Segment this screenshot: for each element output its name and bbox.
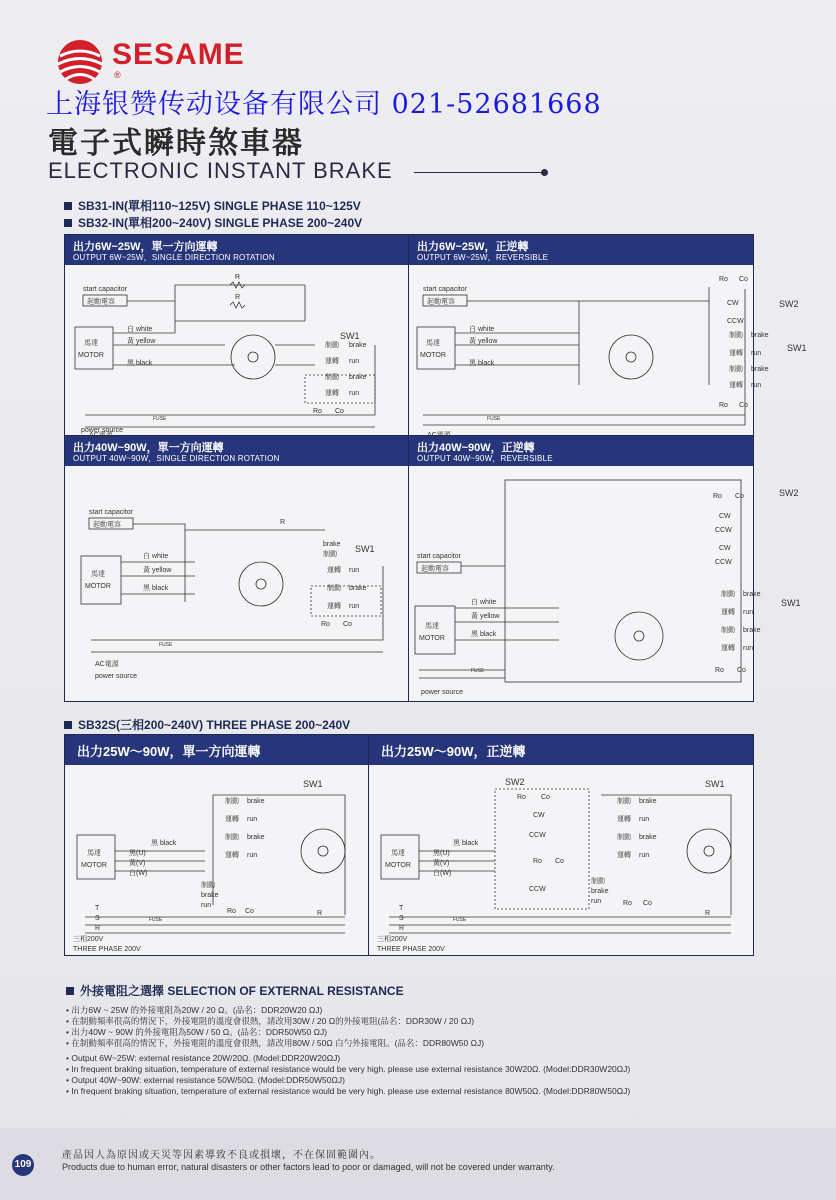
- svg-text:brake: brake: [349, 374, 367, 381]
- wiring-diagram-40w-reversible: [409, 466, 801, 701]
- svg-text:運轉: 運轉: [729, 382, 743, 389]
- svg-text:Co: Co: [739, 276, 748, 283]
- svg-text:Ro: Ro: [533, 858, 542, 865]
- svg-text:THREE PHASE 200V: THREE PHASE 200V: [377, 946, 445, 953]
- svg-text:CW: CW: [719, 545, 731, 552]
- svg-text:start capacitor: start capacitor: [417, 553, 461, 560]
- svg-text:起動電容: 起動電容: [93, 521, 121, 529]
- svg-text:馬達: 馬達: [426, 340, 440, 347]
- svg-text:馬達: 馬達: [91, 571, 105, 578]
- section-heading-sb32: SB32-IN(單相200~240V) SINGLE PHASE 200~240V: [64, 214, 362, 231]
- svg-text:run: run: [201, 902, 212, 909]
- svg-text:CCW: CCW: [715, 559, 732, 566]
- svg-text:MOTOR: MOTOR: [81, 862, 107, 869]
- svg-text:制動: 制動: [325, 374, 339, 381]
- svg-text:R: R: [280, 519, 286, 526]
- svg-text:run: run: [639, 816, 650, 823]
- svg-text:AC電源: AC電源: [427, 432, 451, 439]
- svg-text:Co: Co: [541, 794, 550, 801]
- note-line: • Output 40W~90W: external resistance 50W/50Ω. (Model:DDR50W50ΩJ): [66, 1075, 345, 1085]
- svg-text:Co: Co: [343, 621, 352, 628]
- svg-text:brake: brake: [743, 591, 761, 598]
- svg-text:run: run: [743, 609, 754, 616]
- svg-text:brake: brake: [323, 541, 341, 548]
- svg-text:CW: CW: [533, 812, 545, 819]
- svg-text:Co: Co: [643, 900, 652, 907]
- svg-text:run: run: [349, 567, 360, 574]
- svg-text:制動: 制動: [729, 332, 743, 339]
- note-line: • 出力40W ~ 90W 的外接電阻為50W / 50 Ω。(品名：DDR50W50 ΩJ): [66, 1027, 328, 1037]
- svg-text:制動: 制動: [617, 834, 631, 841]
- svg-text:FUSE: FUSE: [471, 668, 485, 674]
- svg-text:SW1: SW1: [787, 343, 807, 353]
- title-rule-dot: [541, 169, 548, 176]
- svg-text:制動: 制動: [201, 882, 215, 889]
- svg-text:馬達: 馬達: [84, 340, 98, 347]
- svg-text:run: run: [591, 898, 602, 905]
- svg-text:Co: Co: [737, 667, 746, 674]
- svg-text:黑 black: 黑 black: [471, 631, 497, 638]
- svg-text:start capacitor: start capacitor: [89, 509, 133, 516]
- svg-text:R: R: [399, 925, 405, 932]
- svg-text:Ro: Ro: [715, 667, 724, 674]
- panel-header-5: 出力25W～90W，單一方向運轉: [65, 735, 368, 765]
- svg-text:FUSE: FUSE: [149, 917, 163, 923]
- svg-text:起動電容: 起動電容: [421, 565, 449, 573]
- svg-text:R: R: [235, 274, 241, 281]
- wiring-diagram-3ph-reversible: [369, 765, 753, 955]
- svg-text:run: run: [751, 350, 762, 357]
- registered-mark: ®: [114, 70, 121, 80]
- svg-text:黑 black: 黑 black: [453, 840, 479, 847]
- svg-text:start capacitor: start capacitor: [83, 286, 127, 293]
- svg-text:運轉: 運轉: [327, 603, 341, 610]
- svg-text:Ro: Ro: [713, 493, 722, 500]
- svg-text:run: run: [349, 390, 360, 397]
- svg-text:制動: 制動: [323, 551, 337, 558]
- svg-text:S: S: [95, 915, 100, 922]
- svg-text:CCW: CCW: [727, 318, 744, 325]
- svg-text:FUSE: FUSE: [487, 416, 501, 422]
- note-line: • In frequent braking situation, temperature of external resistance would be very high. please use external resistance 80W50Ω. (Model:DDR80W50ΩJ): [66, 1086, 631, 1096]
- svg-text:AC電源: AC電源: [89, 432, 113, 439]
- svg-text:白(W): 白(W): [129, 870, 148, 877]
- svg-text:制動: 制動: [617, 798, 631, 805]
- company-line: 上海银赞传动设备有限公司 021-52681668: [46, 89, 602, 120]
- title-rule: [414, 172, 544, 173]
- svg-text:制動: 制動: [721, 591, 735, 598]
- page-title-en: ELECTRONIC INSTANT BRAKE: [48, 158, 393, 183]
- wiring-diagram-6w-reversible: [409, 265, 807, 439]
- svg-text:R: R: [95, 925, 101, 932]
- svg-text:brake: brake: [743, 627, 761, 634]
- svg-text:run: run: [247, 816, 258, 823]
- svg-text:run: run: [247, 852, 258, 859]
- page-title-zh: 電子式瞬時煞車器: [48, 127, 304, 160]
- svg-text:FUSE: FUSE: [153, 416, 167, 422]
- svg-text:brake: brake: [349, 585, 367, 592]
- page-number: 109: [12, 1154, 34, 1176]
- svg-text:brake: brake: [349, 342, 367, 349]
- svg-text:運轉: 運轉: [327, 567, 341, 574]
- footer-disclaimer-en: Products due to human error, natural disasters or other factors lead to poor or damaged, will not be covered under warranty.: [62, 1162, 555, 1172]
- svg-text:SW2: SW2: [779, 299, 799, 309]
- svg-text:CW: CW: [727, 300, 739, 307]
- svg-text:黃 yellow: 黃 yellow: [469, 338, 498, 345]
- svg-text:白 white: 白 white: [471, 599, 497, 606]
- svg-text:Ro: Ro: [719, 402, 728, 409]
- power-source-label-1: power source: [81, 427, 124, 434]
- svg-text:power source: power source: [95, 673, 138, 680]
- svg-text:黃(V): 黃(V): [433, 860, 450, 867]
- svg-text:CCW: CCW: [529, 886, 546, 893]
- svg-text:制動: 制動: [225, 834, 239, 841]
- svg-text:黃 yellow: 黃 yellow: [143, 567, 172, 574]
- panel-header-6: 出力25W～90W，正逆轉: [369, 735, 753, 765]
- svg-text:Co: Co: [555, 858, 564, 865]
- svg-text:SW1: SW1: [303, 779, 323, 789]
- note-line: • 在制動頻率很高的情況下，外接電阻的溫度會很熱，請改用80W / 50Ω 白勺外接電阻。(品名：DDR80W50 ΩJ): [66, 1038, 485, 1048]
- svg-text:Co: Co: [739, 402, 748, 409]
- svg-text:黑 black: 黑 black: [469, 360, 495, 367]
- svg-text:brake: brake: [639, 798, 657, 805]
- svg-text:黃 yellow: 黃 yellow: [127, 338, 156, 345]
- svg-text:Ro: Ro: [227, 908, 236, 915]
- svg-text:制動: 制動: [729, 366, 743, 373]
- svg-text:T: T: [399, 905, 404, 912]
- svg-text:馬達: 馬達: [87, 850, 101, 857]
- brand-name: SESAME: [112, 38, 245, 71]
- svg-text:MOTOR: MOTOR: [419, 635, 445, 642]
- svg-text:S: S: [399, 915, 404, 922]
- note-line: • In frequent braking situation, temperature of external resistance would be very high. please use external resistance 30W20Ω. (Model:DDR30W20ΩJ): [66, 1064, 631, 1074]
- svg-text:brake: brake: [247, 798, 265, 805]
- svg-text:Co: Co: [335, 408, 344, 415]
- wiring-diagram-3ph-single: [65, 765, 368, 955]
- resistance-selection-notes: [66, 982, 766, 1097]
- svg-text:起動電容: 起動電容: [427, 298, 455, 306]
- note-line: • Output 6W~25W: external resistance 20W/20Ω. (Model:DDR20W20ΩJ): [66, 1053, 341, 1063]
- panel-header-3: 出力40W~90W，單一方向運轉 OUTPUT 40W~90W，SINGLE DIRECTION ROTATION: [65, 436, 408, 466]
- svg-text:起動電容: 起動電容: [87, 298, 115, 306]
- svg-text:R: R: [317, 910, 323, 917]
- svg-text:MOTOR: MOTOR: [78, 352, 104, 359]
- svg-text:T: T: [95, 905, 100, 912]
- svg-text:運轉: 運轉: [225, 852, 239, 859]
- svg-text:R: R: [705, 910, 711, 917]
- svg-text:CW: CW: [719, 513, 731, 520]
- svg-text:power source: power source: [421, 689, 464, 696]
- svg-text:Ro: Ro: [623, 900, 632, 907]
- note-line: • 在制動頻率很高的情況下，外接電阻的溫度會很熱，請改用30W / 20 Ω的外接電阻(品名：DDR30W / 20 ΩJ): [66, 1016, 475, 1026]
- svg-text:SW1: SW1: [340, 331, 360, 341]
- svg-text:MOTOR: MOTOR: [85, 583, 111, 590]
- svg-text:brake: brake: [751, 366, 769, 373]
- svg-text:馬達: 馬達: [425, 623, 439, 630]
- section-heading-sb31: SB31-IN(單相110~125V) SINGLE PHASE 110~125V: [64, 197, 361, 214]
- svg-text:白 white: 白 white: [127, 326, 153, 333]
- svg-text:馬達: 馬達: [391, 850, 405, 857]
- svg-text:黃 yellow: 黃 yellow: [471, 613, 500, 620]
- svg-text:運轉: 運轉: [617, 852, 631, 859]
- svg-text:運轉: 運轉: [617, 816, 631, 823]
- panel-header-4: 出力40W~90W，正逆轉 OUTPUT 40W~90W，REVERSIBLE: [409, 436, 753, 466]
- svg-text:MOTOR: MOTOR: [385, 862, 411, 869]
- motor-box: [75, 327, 113, 369]
- svg-text:brake: brake: [751, 332, 769, 339]
- svg-text:運轉: 運轉: [721, 645, 735, 652]
- svg-text:運轉: 運轉: [729, 350, 743, 357]
- svg-text:運轉: 運轉: [325, 358, 339, 365]
- wiring-diagram-40w-single: [65, 466, 408, 701]
- notes-heading: 外接電阻之選擇 SELECTION OF EXTERNAL RESISTANCE: [66, 982, 766, 999]
- svg-text:制動: 制動: [721, 627, 735, 634]
- panel-header-1: 出力6W~25W，單一方向運轉 OUTPUT 6W~25W，SINGLE DIRECTION ROTATION: [65, 235, 408, 265]
- svg-text:run: run: [743, 645, 754, 652]
- svg-text:run: run: [349, 358, 360, 365]
- svg-text:brake: brake: [201, 892, 219, 899]
- svg-text:R: R: [235, 294, 241, 301]
- svg-text:start capacitor: start capacitor: [423, 286, 467, 293]
- svg-text:制動: 制動: [591, 878, 605, 885]
- svg-text:Co: Co: [735, 493, 744, 500]
- svg-text:Ro: Ro: [719, 276, 728, 283]
- svg-text:運轉: 運轉: [721, 609, 735, 616]
- three-phase-diagram-frame: [64, 734, 754, 956]
- svg-text:SW2: SW2: [779, 488, 799, 498]
- sesame-logo-icon: [52, 38, 108, 88]
- svg-text:MOTOR: MOTOR: [420, 352, 446, 359]
- svg-text:SW1: SW1: [705, 779, 725, 789]
- panel-header-2: 出力6W~25W，正逆轉 OUTPUT 6W~25W，REVERSIBLE: [409, 235, 753, 265]
- svg-text:brake: brake: [247, 834, 265, 841]
- svg-text:白 white: 白 white: [143, 553, 169, 560]
- svg-text:brake: brake: [639, 834, 657, 841]
- svg-text:CCW: CCW: [715, 527, 732, 534]
- svg-text:運轉: 運轉: [225, 816, 239, 823]
- svg-text:黑 black: 黑 black: [143, 585, 169, 592]
- svg-text:黑 black: 黑 black: [127, 360, 153, 367]
- single-phase-diagram-frame: [64, 234, 807, 702]
- svg-text:制動: 制動: [225, 798, 239, 805]
- svg-text:三相200V: 三相200V: [73, 936, 104, 943]
- svg-text:Ro: Ro: [313, 408, 322, 415]
- svg-text:白(W): 白(W): [433, 870, 452, 877]
- svg-text:run: run: [751, 382, 762, 389]
- svg-text:白 white: 白 white: [469, 326, 495, 333]
- svg-text:FUSE: FUSE: [159, 642, 173, 648]
- svg-text:CCW: CCW: [529, 832, 546, 839]
- svg-text:Co: Co: [245, 908, 254, 915]
- svg-text:黃(V): 黃(V): [129, 860, 146, 867]
- svg-text:SW2: SW2: [505, 777, 525, 787]
- svg-text:制動: 制動: [327, 585, 341, 592]
- svg-text:run: run: [349, 603, 360, 610]
- svg-text:brake: brake: [591, 888, 609, 895]
- svg-text:run: run: [639, 852, 650, 859]
- section-heading-sb32s: SB32S(三相200~240V) THREE PHASE 200~240V: [64, 716, 350, 733]
- svg-text:黑 black: 黑 black: [151, 840, 177, 847]
- svg-text:FUSE: FUSE: [453, 917, 467, 923]
- svg-text:Ro: Ro: [321, 621, 330, 628]
- svg-text:黑(U): 黑(U): [129, 850, 146, 857]
- svg-text:AC電源: AC電源: [95, 661, 119, 668]
- wiring-diagram-6w-single: [65, 265, 408, 439]
- svg-text:制動: 制動: [325, 342, 339, 349]
- note-line: • 出力6W ~ 25W 的外接電阻為20W / 20 Ω。(品名：DDR20W20 ΩJ): [66, 1005, 323, 1015]
- footer-disclaimer-zh: 產品因人為原因或天災等因素導致不良或損壞，不在保固範圍內。: [62, 1150, 381, 1161]
- svg-text:SW1: SW1: [781, 598, 801, 608]
- svg-text:THREE PHASE 200V: THREE PHASE 200V: [73, 946, 141, 953]
- svg-text:Ro: Ro: [517, 794, 526, 801]
- svg-text:黑(U): 黑(U): [433, 850, 450, 857]
- svg-text:三相200V: 三相200V: [377, 936, 408, 943]
- svg-text:運轉: 運轉: [325, 390, 339, 397]
- svg-text:SW1: SW1: [355, 544, 375, 554]
